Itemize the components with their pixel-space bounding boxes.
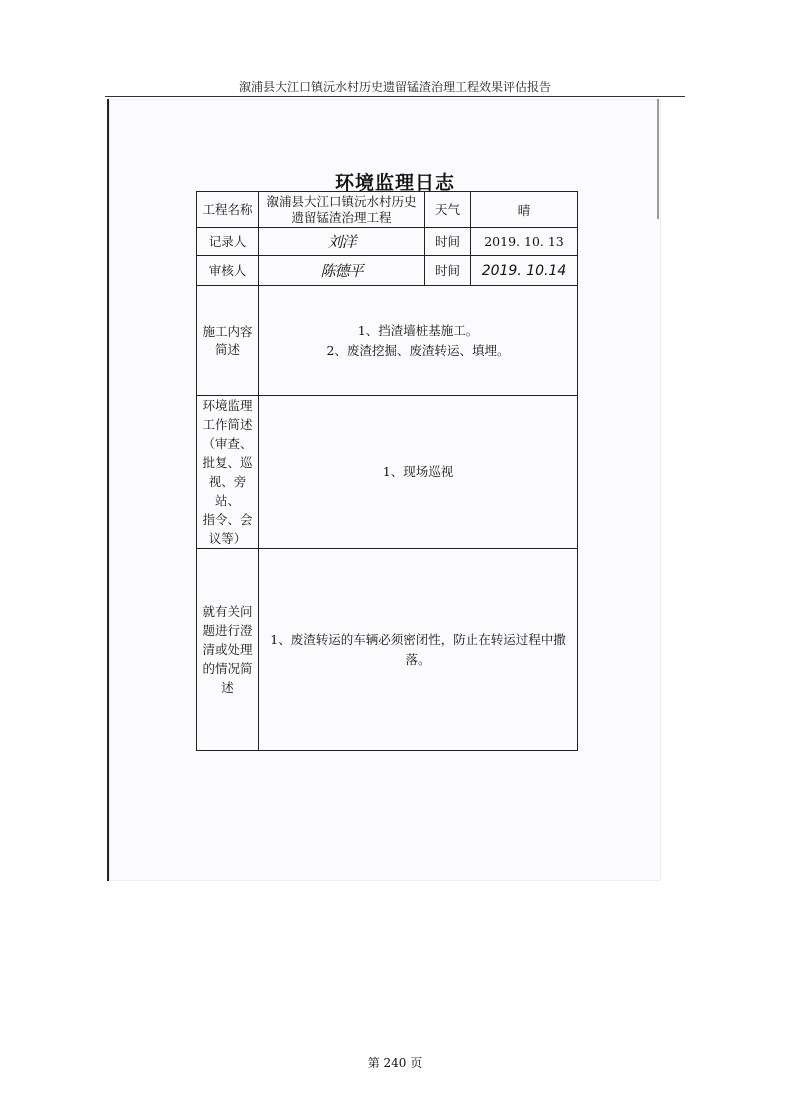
recorder-signature [259, 228, 425, 256]
issues-item: 落。 [405, 651, 431, 667]
reviewer-signature-text: 陈德平 [320, 262, 363, 280]
row-issues [197, 549, 578, 751]
review-date-text: 2019. 10.14 [481, 262, 567, 279]
supervision-label [197, 396, 259, 549]
supervision-label-line: 环境监理 [202, 398, 253, 413]
construction-label-line: 施工内容 [202, 323, 253, 339]
reviewer-signature [259, 256, 425, 286]
header-rule [105, 96, 685, 97]
issues-label-line: 述 [221, 680, 234, 695]
issues-item: 1、废渣转运的车辆必须密闭性，防止在转运过程中撒 [270, 631, 566, 647]
recorder-label: 记录人 [197, 228, 259, 256]
construction-label [197, 286, 259, 396]
supervision-label-line: 工作简述 [202, 417, 253, 432]
supervision-label-line: 议等） [208, 531, 247, 546]
review-date-label: 时间 [425, 256, 471, 286]
running-header: 溆浦县大江口镇沅水村历史遗留锰渣治理工程效果评估报告 [238, 80, 551, 94]
supervision-content [259, 396, 578, 549]
row-construction [197, 286, 578, 396]
project-name-line2: 遗留锰渣治理工程 [291, 209, 392, 225]
supervision-label-line: 批复、巡 [202, 455, 253, 470]
supervision-item: 1、现场巡视 [382, 464, 454, 479]
issues-label-line: 清或处理 [202, 642, 253, 657]
review-date-value [471, 256, 578, 286]
construction-item: 2、废渣挖掘、废渣转运、填埋。 [326, 342, 510, 358]
weather-value: 晴 [471, 192, 578, 228]
page-number: 第 240 页 [367, 1056, 423, 1070]
document-title: 环境监理日志 [334, 172, 455, 194]
project-name-label: 工程名称 [197, 192, 259, 228]
issues-label-line: 的情况简 [202, 661, 253, 676]
project-name-value [259, 192, 425, 228]
record-date-value: 2019. 10. 13 [471, 228, 578, 256]
row-reviewer [197, 256, 578, 286]
record-date-label: 时间 [425, 228, 471, 256]
construction-item: 1、挡渣墙桩基施工。 [357, 322, 479, 338]
scan-edge [657, 99, 659, 219]
construction-label-line: 简述 [214, 341, 240, 357]
issues-label [197, 549, 259, 751]
row-supervision [197, 396, 578, 549]
row-recorder [197, 228, 578, 256]
construction-content [259, 286, 578, 396]
issues-content [259, 549, 578, 751]
issues-label-line: 就有关问 [202, 604, 253, 619]
project-name-line1: 溆浦县大江口镇沅水村历史 [266, 193, 417, 209]
supervision-log-table [196, 191, 578, 751]
weather-label: 天气 [425, 192, 471, 228]
row-project [197, 192, 578, 228]
supervision-label-line: 视、旁站、 [208, 474, 247, 508]
reviewer-label: 审核人 [197, 256, 259, 286]
issues-label-line: 题进行澄 [202, 623, 253, 638]
supervision-label-line: 指令、会 [202, 512, 253, 527]
recorder-signature-text: 刘洋 [327, 233, 356, 251]
supervision-label-line: （审查、 [202, 436, 253, 451]
